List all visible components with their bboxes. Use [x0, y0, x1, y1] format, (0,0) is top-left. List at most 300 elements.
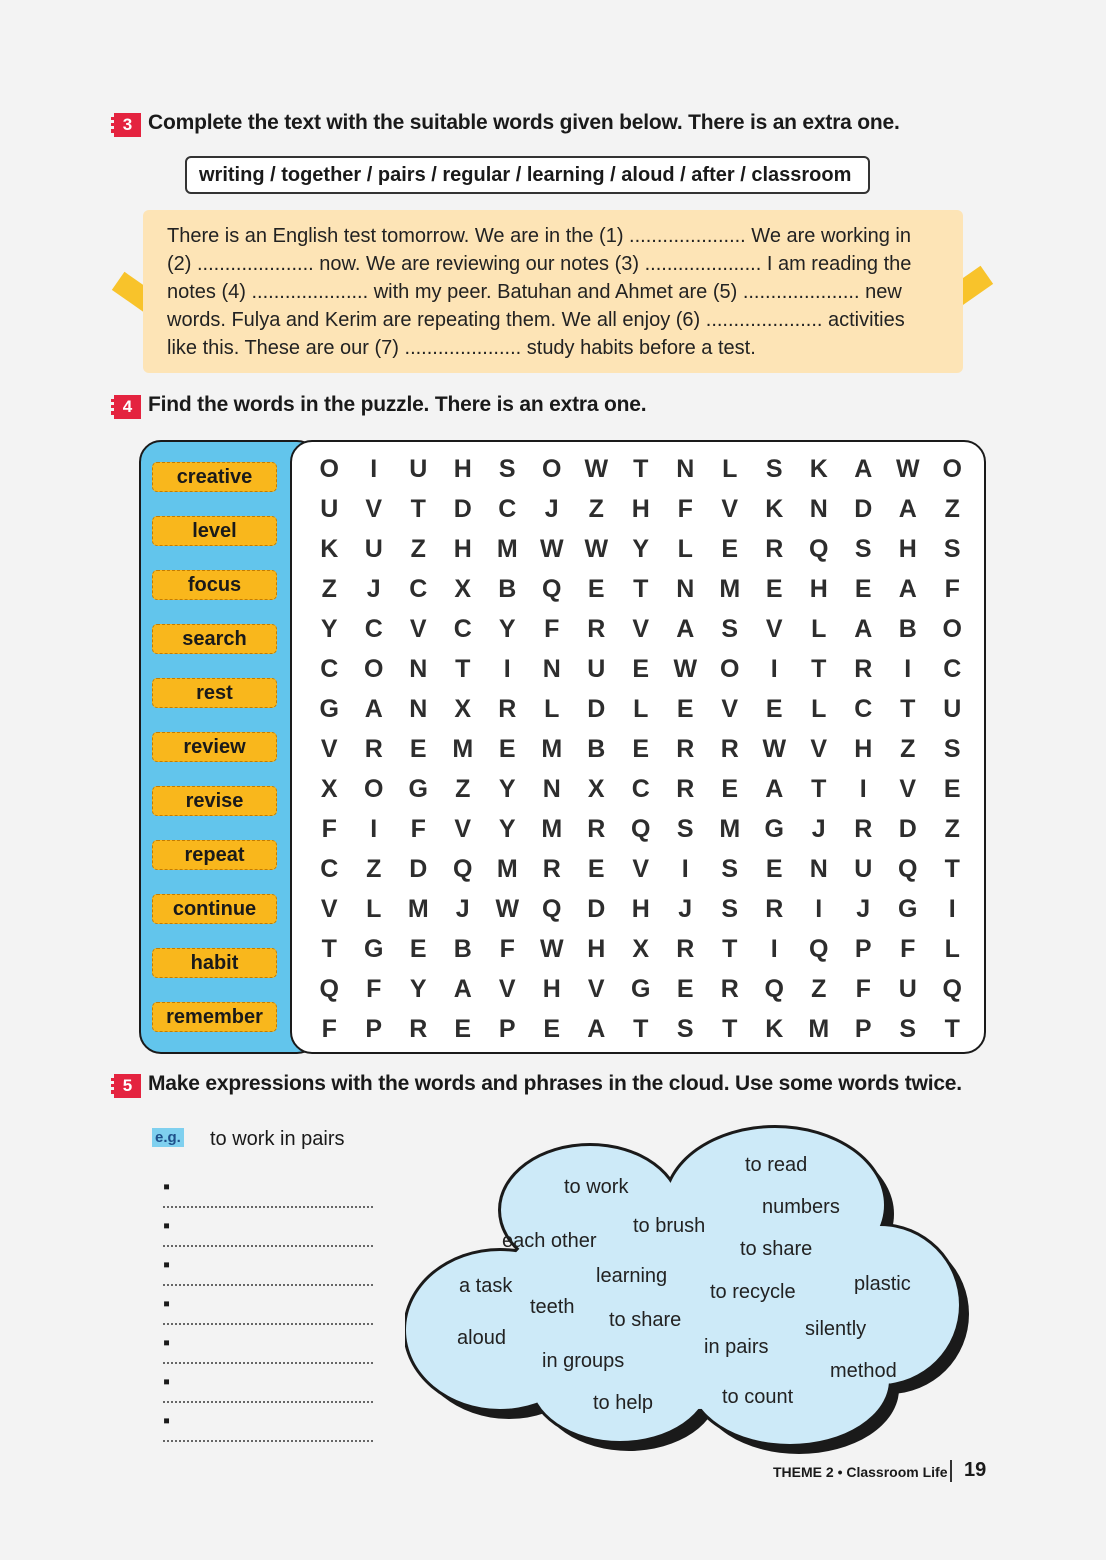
grid-letter: S: [676, 1015, 694, 1043]
grid-letter: E: [587, 855, 605, 883]
grid-letter: Y: [632, 535, 650, 563]
grid-letter: U: [854, 855, 873, 883]
grid-row: [307, 735, 975, 764]
grid-letter: L: [811, 615, 827, 643]
grid-letter: Y: [409, 975, 427, 1003]
grid-letter: V: [632, 615, 650, 643]
grid-letter: I: [770, 655, 778, 683]
grid-letter: U: [587, 655, 606, 683]
grid-letter: E: [409, 735, 427, 763]
grid-letter: F: [410, 815, 426, 843]
grid-letter: Q: [542, 895, 562, 923]
grid-letter: M: [496, 855, 518, 883]
grid-letter: E: [943, 775, 961, 803]
grid-letter: H: [854, 735, 873, 763]
grid-letter: C: [320, 655, 339, 683]
grid-letter: E: [721, 535, 739, 563]
grid-letter: T: [455, 655, 471, 683]
grid-letter: W: [539, 935, 564, 963]
grid-letter: Z: [944, 815, 960, 843]
grid-letter: E: [543, 1015, 561, 1043]
grid-letter: R: [676, 775, 695, 803]
grid-letter: V: [587, 975, 605, 1003]
cloud-word: teeth: [530, 1296, 575, 1318]
grid-letter: U: [409, 455, 428, 483]
answer-line[interactable]: [163, 1410, 373, 1442]
grid-letter: R: [676, 935, 695, 963]
grid-letter: J: [366, 575, 381, 603]
answer-line[interactable]: [163, 1176, 373, 1208]
note-line-4: words. Fulya and Kerim are repeating them. We all enjoy (6) ..................... activities: [167, 309, 905, 331]
grid-letter: N: [409, 695, 428, 723]
cloud-word: aloud: [457, 1327, 506, 1349]
grid-letter: Q: [942, 975, 962, 1003]
grid-letter: S: [498, 455, 516, 483]
grid-letter: D: [587, 895, 606, 923]
grid-letter: U: [364, 535, 383, 563]
grid-letter: L: [366, 895, 382, 923]
grid-letter: Z: [900, 735, 916, 763]
grid-letter: F: [321, 1015, 337, 1043]
word-tag: revise: [152, 786, 277, 816]
grid-letter: G: [408, 775, 428, 803]
grid-letter: M: [719, 815, 741, 843]
grid-letter: V: [810, 735, 828, 763]
word-tag: review: [152, 732, 277, 762]
note-paper: [143, 210, 963, 373]
grid-letter: V: [320, 735, 338, 763]
grid-letter: K: [765, 495, 784, 523]
grid-letter: S: [943, 535, 961, 563]
grid-letter: T: [900, 695, 916, 723]
grid-letter: J: [544, 495, 559, 523]
word-tag: repeat: [152, 840, 277, 870]
grid-letter: C: [631, 775, 650, 803]
grid-letter: R: [854, 655, 873, 683]
grid-letter: Q: [898, 855, 918, 883]
grid-letter: I: [815, 895, 823, 923]
grid-letter: A: [364, 695, 383, 723]
grid-letter: G: [898, 895, 918, 923]
grid-row: [307, 1015, 975, 1044]
grid-letter: X: [587, 775, 605, 803]
grid-letter: A: [765, 775, 784, 803]
grid-letter: A: [898, 575, 917, 603]
grid-letter: Y: [320, 615, 338, 643]
grid-letter: G: [319, 695, 339, 723]
grid-letter: G: [631, 975, 651, 1003]
grid-letter: D: [854, 495, 873, 523]
grid-letter: F: [944, 575, 960, 603]
grid-letter: C: [320, 855, 339, 883]
grid-letter: Y: [498, 815, 516, 843]
word-tag: habit: [152, 948, 277, 978]
bullet-marker: ▪: [163, 1410, 171, 1432]
grid-letter: H: [587, 935, 606, 963]
grid-letter: E: [587, 575, 605, 603]
grid-letter: L: [811, 695, 827, 723]
grid-letter: T: [722, 935, 738, 963]
grid-letter: V: [365, 495, 383, 523]
answer-line[interactable]: [163, 1293, 373, 1325]
cloud-word: in groups: [542, 1350, 625, 1372]
grid-letter: T: [633, 455, 649, 483]
grid-letter: N: [542, 775, 561, 803]
word-tag: remember: [152, 1002, 277, 1032]
grid-letter: R: [364, 735, 383, 763]
grid-letter: C: [364, 615, 383, 643]
grid-letter: W: [584, 535, 609, 563]
grid-letter: Z: [366, 855, 382, 883]
note-line-5: like this. These are our (7) ..................... study habits before a test.: [167, 337, 756, 359]
grid-letter: Y: [498, 615, 516, 643]
grid-letter: A: [587, 1015, 606, 1043]
grid-letter: U: [898, 975, 917, 1003]
grid-letter: D: [587, 695, 606, 723]
word-tag: search: [152, 624, 277, 654]
grid-letter: E: [721, 775, 739, 803]
grid-letter: N: [542, 655, 561, 683]
grid-letter: R: [765, 895, 784, 923]
word-tag: continue: [152, 894, 277, 924]
answer-line[interactable]: [163, 1371, 373, 1403]
cloud-word: numbers: [762, 1196, 840, 1218]
grid-letter: C: [409, 575, 428, 603]
exercise-3-instruction: Complete the text with the suitable words given below. There is an extra one.: [148, 111, 900, 134]
grid-letter: R: [676, 735, 695, 763]
grid-letter: W: [495, 895, 520, 923]
grid-letter: J: [455, 895, 470, 923]
grid-letter: F: [900, 935, 916, 963]
grid-letter: M: [541, 735, 563, 763]
grid-letter: I: [370, 455, 378, 483]
grid-letter: P: [854, 935, 872, 963]
grid-letter: T: [811, 775, 827, 803]
grid-row: [307, 695, 975, 724]
grid-letter: W: [539, 535, 564, 563]
word-tag: level: [152, 516, 277, 546]
grid-letter: I: [859, 775, 867, 803]
grid-letter: E: [765, 855, 783, 883]
grid-letter: R: [720, 975, 739, 1003]
grid-letter: A: [898, 495, 917, 523]
grid-letter: I: [904, 655, 912, 683]
word-search-grid: [290, 440, 986, 1054]
cloud-word: to share: [740, 1238, 813, 1260]
grid-letter: R: [765, 535, 784, 563]
grid-letter: H: [453, 455, 472, 483]
grid-letter: E: [765, 575, 783, 603]
grid-row: [307, 775, 975, 804]
grid-letter: Z: [321, 575, 337, 603]
grid-letter: C: [498, 495, 517, 523]
example-text: to work in pairs: [210, 1128, 345, 1150]
bullet-marker: ▪: [163, 1293, 171, 1315]
word-tag: rest: [152, 678, 277, 708]
grid-letter: S: [721, 615, 739, 643]
cloud-word: silently: [805, 1318, 867, 1340]
grid-letter: O: [942, 615, 962, 643]
grid-letter: C: [453, 615, 472, 643]
grid-letter: X: [454, 575, 472, 603]
grid-letter: L: [722, 455, 738, 483]
grid-letter: Z: [410, 535, 426, 563]
grid-letter: N: [809, 495, 828, 523]
bullet-marker: ▪: [163, 1254, 171, 1276]
grid-letter: E: [854, 575, 872, 603]
grid-letter: Z: [944, 495, 960, 523]
grid-letter: R: [854, 815, 873, 843]
grid-letter: O: [720, 655, 740, 683]
grid-letter: L: [677, 535, 693, 563]
grid-letter: S: [899, 1015, 917, 1043]
grid-letter: M: [719, 575, 741, 603]
cloud-word: to help: [593, 1392, 654, 1414]
grid-letter: E: [454, 1015, 472, 1043]
grid-letter: E: [676, 695, 694, 723]
grid-letter: S: [721, 855, 739, 883]
grid-letter: B: [453, 935, 472, 963]
footer-divider: [950, 1460, 952, 1482]
word-box: [185, 156, 870, 194]
grid-letter: H: [453, 535, 472, 563]
answer-line[interactable]: [163, 1215, 373, 1247]
note-line-1: There is an English test tomorrow. We are in the (1) ..................... We are working in: [167, 225, 911, 247]
grid-letter: D: [453, 495, 472, 523]
answer-line[interactable]: [163, 1254, 373, 1286]
grid-letter: H: [542, 975, 561, 1003]
grid-letter: W: [584, 455, 609, 483]
footer-theme: THEME 2 • Classroom Life: [773, 1464, 948, 1480]
grid-letter: P: [498, 1015, 516, 1043]
grid-letter: E: [409, 935, 427, 963]
grid-row: [307, 895, 975, 924]
grid-letter: N: [676, 575, 695, 603]
grid-letter: D: [898, 815, 917, 843]
cloud-word: plastic: [854, 1273, 911, 1295]
grid-letter: H: [809, 575, 828, 603]
grid-letter: D: [409, 855, 428, 883]
grid-letter: M: [452, 735, 474, 763]
grid-letter: R: [498, 695, 517, 723]
grid-letter: I: [681, 855, 689, 883]
grid-letter: W: [762, 735, 787, 763]
grid-letter: S: [854, 535, 872, 563]
grid-letter: O: [542, 455, 562, 483]
cloud-word: each other: [502, 1230, 597, 1252]
bullet-marker: ▪: [163, 1371, 171, 1393]
grid-letter: T: [321, 935, 337, 963]
grid-letter: S: [765, 455, 783, 483]
grid-letter: I: [948, 895, 956, 923]
grid-letter: L: [544, 695, 560, 723]
exercise-4-instruction: Find the words in the puzzle. There is an extra one.: [148, 393, 647, 416]
grid-letter: H: [898, 535, 917, 563]
grid-letter: T: [633, 1015, 649, 1043]
grid-letter: N: [409, 655, 428, 683]
bullet-marker: ▪: [163, 1176, 171, 1198]
grid-letter: B: [587, 735, 606, 763]
grid-letter: A: [676, 615, 695, 643]
grid-letter: L: [633, 695, 649, 723]
grid-letter: S: [721, 895, 739, 923]
grid-row: [307, 815, 975, 844]
grid-letter: O: [364, 775, 384, 803]
grid-letter: I: [770, 935, 778, 963]
page-number: 19: [964, 1459, 987, 1481]
grid-letter: I: [503, 655, 511, 683]
cloud-word: to recycle: [710, 1281, 796, 1303]
grid-letter: G: [364, 935, 384, 963]
grid-letter: H: [631, 495, 650, 523]
grid-letter: Z: [588, 495, 604, 523]
cloud-word: method: [830, 1360, 897, 1382]
grid-letter: V: [765, 615, 783, 643]
grid-letter: B: [498, 575, 517, 603]
word-tag: focus: [152, 570, 277, 600]
grid-letter: Z: [455, 775, 471, 803]
grid-letter: F: [321, 815, 337, 843]
grid-letter: B: [898, 615, 917, 643]
grid-row: [307, 495, 975, 524]
grid-letter: E: [632, 735, 650, 763]
grid-letter: E: [632, 655, 650, 683]
grid-letter: M: [407, 895, 429, 923]
grid-letter: G: [764, 815, 784, 843]
grid-letter: F: [499, 935, 515, 963]
grid-letter: V: [454, 815, 472, 843]
exercise-4-number: 4: [111, 395, 141, 419]
grid-letter: H: [631, 895, 650, 923]
grid-letter: P: [854, 1015, 872, 1043]
word-tag: creative: [152, 462, 277, 492]
grid-letter: Y: [498, 775, 516, 803]
cloud-word: a task: [459, 1275, 513, 1297]
grid-row: [307, 975, 975, 1004]
grid-letter: M: [808, 1015, 830, 1043]
grid-letter: R: [587, 615, 606, 643]
bullet-marker: ▪: [163, 1215, 171, 1237]
grid-letter: F: [855, 975, 871, 1003]
grid-letter: T: [944, 1015, 960, 1043]
grid-letter: E: [676, 975, 694, 1003]
cloud-word: to work: [564, 1176, 629, 1198]
bullet-marker: ▪: [163, 1332, 171, 1354]
grid-letter: T: [722, 1015, 738, 1043]
grid-letter: Q: [631, 815, 651, 843]
grid-letter: V: [498, 975, 516, 1003]
cloud-word: in pairs: [704, 1336, 769, 1358]
grid-row: [307, 575, 975, 604]
cloud-word: to brush: [633, 1215, 706, 1237]
grid-letter: W: [673, 655, 698, 683]
grid-letter: X: [320, 775, 338, 803]
grid-row: [307, 535, 975, 564]
cloud-word: to count: [722, 1386, 794, 1408]
grid-letter: Q: [319, 975, 339, 1003]
grid-letter: T: [944, 855, 960, 883]
grid-row: [307, 935, 975, 964]
grid-letter: Q: [809, 535, 829, 563]
grid-letter: A: [854, 455, 873, 483]
exercise-3-number: 3: [111, 113, 141, 137]
grid-letter: M: [496, 535, 518, 563]
grid-letter: O: [319, 455, 339, 483]
grid-letter: K: [765, 1015, 784, 1043]
grid-letter: R: [409, 1015, 428, 1043]
grid-letter: O: [942, 455, 962, 483]
grid-row: [307, 655, 975, 684]
grid-letter: V: [899, 775, 917, 803]
grid-letter: R: [720, 735, 739, 763]
grid-letter: Q: [764, 975, 784, 1003]
grid-letter: W: [895, 455, 920, 483]
grid-letter: N: [809, 855, 828, 883]
cloud-word: to share: [609, 1309, 682, 1331]
grid-letter: E: [498, 735, 516, 763]
grid-row: [307, 615, 975, 644]
grid-letter: Q: [809, 935, 829, 963]
grid-letter: J: [811, 815, 826, 843]
grid-letter: R: [542, 855, 561, 883]
grid-letter: X: [632, 935, 650, 963]
grid-letter: F: [677, 495, 693, 523]
cloud-word: to read: [745, 1154, 808, 1176]
grid-row: [307, 455, 975, 484]
grid-letter: K: [809, 455, 828, 483]
grid-letter: T: [633, 575, 649, 603]
grid-letter: V: [632, 855, 650, 883]
exercise-5-instruction: Make expressions with the words and phrases in the cloud. Use some words twice.: [148, 1072, 962, 1095]
grid-letter: Z: [811, 975, 827, 1003]
note-line-2: (2) ..................... now. We are reviewing our notes (3) ..................... I am reading the: [167, 253, 912, 275]
word-box-text: writing / together / pairs / regular / learning / aloud / after / classroom: [199, 163, 852, 186]
grid-letter: L: [944, 935, 960, 963]
example-label: e.g.: [152, 1128, 184, 1147]
grid-row: [307, 855, 975, 884]
grid-letter: J: [678, 895, 693, 923]
grid-letter: V: [721, 495, 739, 523]
grid-letter: T: [410, 495, 426, 523]
grid-letter: I: [370, 815, 378, 843]
grid-letter: F: [366, 975, 382, 1003]
grid-letter: F: [544, 615, 560, 643]
grid-letter: U: [943, 695, 962, 723]
grid-letter: V: [409, 615, 427, 643]
grid-letter: J: [856, 895, 871, 923]
grid-letter: O: [364, 655, 384, 683]
grid-letter: V: [721, 695, 739, 723]
grid-letter: T: [811, 655, 827, 683]
grid-letter: C: [854, 695, 873, 723]
grid-letter: M: [541, 815, 563, 843]
grid-letter: Q: [453, 855, 473, 883]
grid-letter: C: [943, 655, 962, 683]
grid-letter: S: [943, 735, 961, 763]
grid-letter: E: [765, 695, 783, 723]
grid-letter: P: [365, 1015, 383, 1043]
grid-letter: S: [676, 815, 694, 843]
cloud-word: learning: [596, 1265, 668, 1287]
grid-letter: Q: [542, 575, 562, 603]
answer-line[interactable]: [163, 1332, 373, 1364]
grid-letter: U: [320, 495, 339, 523]
grid-letter: V: [320, 895, 338, 923]
grid-letter: R: [587, 815, 606, 843]
note-line-3: notes (4) ..................... with my peer. Batuhan and Ahmet are (5) ..................... new: [167, 281, 902, 303]
grid-letter: K: [320, 535, 339, 563]
grid-letter: X: [454, 695, 472, 723]
